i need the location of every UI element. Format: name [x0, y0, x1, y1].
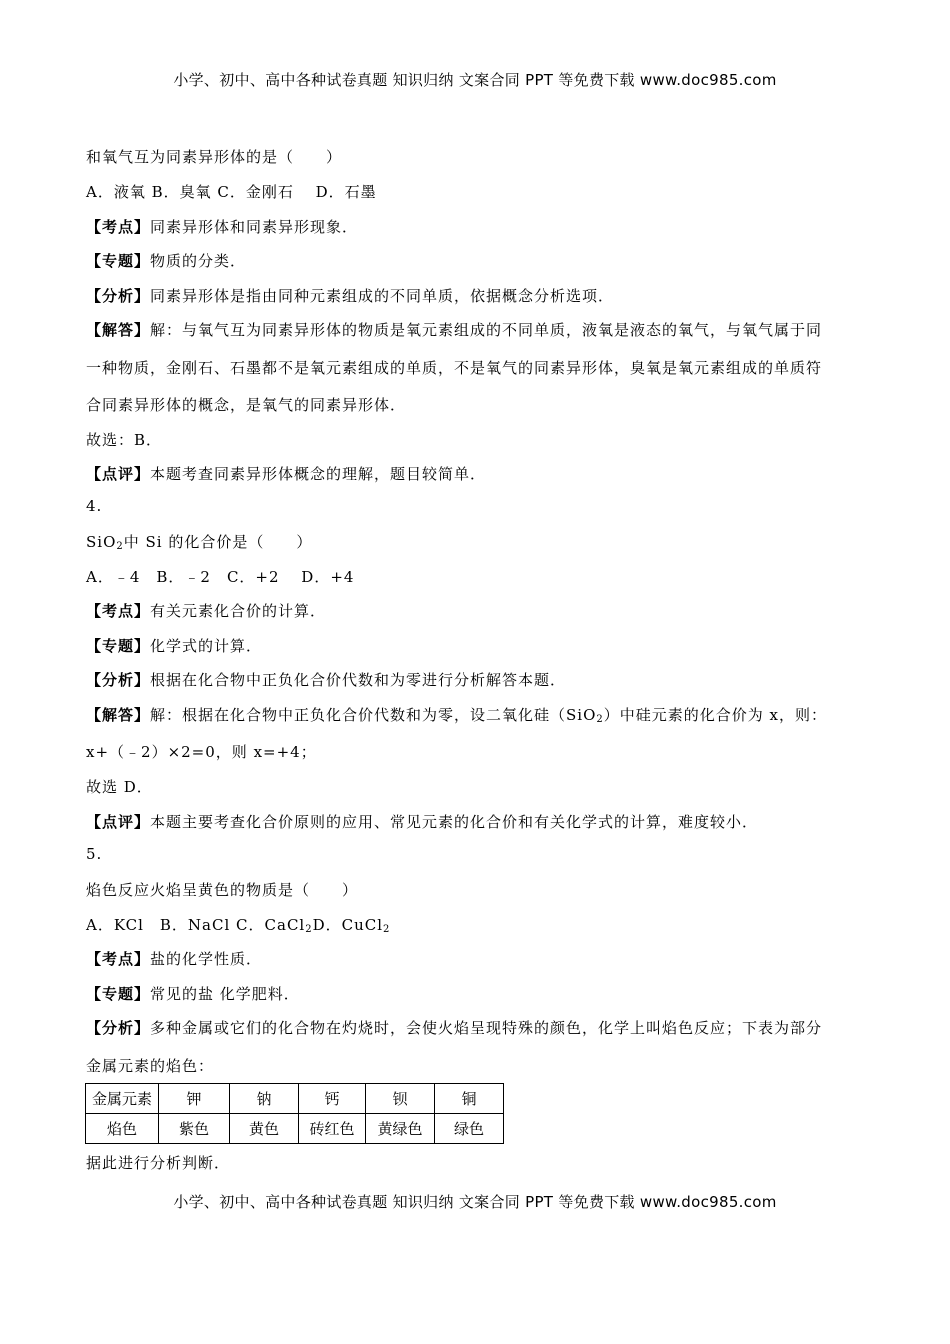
- q4-dianping: [86, 811, 758, 832]
- table-cell: 钠: [230, 1084, 299, 1114]
- fenxi-text: 根据在化合物中正负化合价代数和为零进行分析解答本题．: [150, 671, 567, 689]
- q5-options-sub2: 2: [383, 924, 391, 935]
- q5-number: 5.: [86, 845, 103, 863]
- table-cell: 钙: [299, 1084, 366, 1114]
- zhuanti-text: 物质的分类．: [150, 252, 247, 270]
- q4-fenxi: [86, 669, 566, 690]
- fenxi-text: 多种金属或它们的化合物在灼烧时，会使火焰呈现特殊的颜色，化学上叫焰色反应；下表为部分: [150, 1019, 823, 1037]
- q3-jieda-line2: 一种物质，金刚石、石墨都不是氧元素组成的单质，不是氧气的同素异形体，臭氧是氧元素组成的单质符: [86, 359, 823, 377]
- q4-zhuanti: [86, 635, 262, 656]
- table-row-colors: [86, 1114, 504, 1144]
- zhuanti-tag: 【专题】: [86, 985, 151, 1003]
- q4-number: 4.: [86, 497, 103, 515]
- table-cell: 钾: [159, 1084, 230, 1114]
- jieda-tag: 【解答】: [86, 321, 151, 339]
- q4-stem-formula: SiO: [86, 533, 117, 551]
- q3-dianping: [86, 463, 486, 484]
- page-header: 小学、初中、高中各种试卷真题 知识归纳 文案合同 PPT 等免费下载 www.doc985.com: [173, 71, 777, 89]
- q4-stem: [86, 531, 312, 552]
- q5-stem: 焰色反应火焰呈黄色的物质是（ ）: [86, 881, 359, 899]
- zhuanti-text: 化学式的计算．: [150, 637, 263, 655]
- q3-zhuanti: [86, 250, 246, 271]
- q3-kaodian: [86, 216, 358, 237]
- table-cell: 紫色: [159, 1114, 230, 1144]
- kaodian-text: 有关元素化合价的计算．: [150, 602, 327, 620]
- jieda-text: 解：与氧气互为同素异形体的物质是氧元素组成的不同单质，液氧是液态的氧气，与氧气属于同: [150, 321, 823, 339]
- table-cell: 焰色: [86, 1114, 159, 1144]
- dianping-tag: 【点评】: [86, 813, 151, 831]
- table-cell: 绿色: [435, 1114, 504, 1144]
- fenxi-tag: 【分析】: [86, 287, 151, 305]
- q3-jieda-line3: 合同素异形体的概念，是氧气的同素异形体．: [86, 396, 407, 414]
- jieda-subscript: 2: [596, 714, 604, 725]
- table-cell: 钡: [366, 1084, 435, 1114]
- kaodian-tag: 【考点】: [86, 950, 151, 968]
- fenxi-tag: 【分析】: [86, 671, 151, 689]
- table-row-elements: [86, 1084, 504, 1114]
- q5-kaodian: [86, 948, 262, 969]
- q5-options-sub1: 2: [305, 924, 313, 935]
- fenxi-tag: 【分析】: [86, 1019, 151, 1037]
- kaodian-tag: 【考点】: [86, 602, 151, 620]
- jieda-text-b: ）中硅元素的化合价为 x，则：: [603, 706, 827, 724]
- dianping-text: 本题主要考查化合价原则的应用、常见元素的化合价和有关化学式的计算，难度较小．: [150, 813, 759, 831]
- page-footer: 小学、初中、高中各种试卷真题 知识归纳 文案合同 PPT 等免费下载 www.doc985.com: [173, 1193, 777, 1211]
- q3-fenxi: [86, 285, 614, 306]
- dianping-tag: 【点评】: [86, 465, 151, 483]
- flame-color-table: [85, 1083, 504, 1144]
- table-cell: 黄绿色: [366, 1114, 435, 1144]
- zhuanti-tag: 【专题】: [86, 252, 151, 270]
- q5-fenxi-line1: [86, 1017, 822, 1038]
- q5-after-table: 据此进行分析判断．: [86, 1154, 231, 1172]
- q3-answer: 故选：B．: [86, 431, 163, 449]
- q5-fenxi-line2: 金属元素的焰色：: [86, 1057, 215, 1075]
- q3-jieda-line1: [86, 319, 822, 340]
- q4-jieda-line2: x+（﹣2）×2=0，则 x=+4；: [86, 743, 317, 761]
- q5-options: [86, 914, 390, 935]
- q4-stem-subscript: 2: [116, 541, 124, 552]
- q4-options: A．﹣4 B．﹣2 C．+2 D．+4: [86, 568, 355, 586]
- jieda-tag: 【解答】: [86, 706, 151, 724]
- table-cell: 铜: [435, 1084, 504, 1114]
- q5-options-b: D．CuCl: [312, 916, 384, 934]
- q3-stem: 和氧气互为同素异形体的是（ ）: [86, 148, 343, 166]
- q4-stem-text: 中 Si 的化合价是（ ）: [123, 533, 313, 551]
- q3-options: A．液氧 B．臭氧 C．金刚石 D．石墨: [86, 183, 377, 201]
- table-cell: 黄色: [230, 1114, 299, 1144]
- kaodian-text: 盐的化学性质．: [150, 950, 263, 968]
- kaodian-tag: 【考点】: [86, 218, 151, 236]
- zhuanti-tag: 【专题】: [86, 637, 151, 655]
- dianping-text: 本题考查同素异形体概念的理解，题目较简单．: [150, 465, 487, 483]
- zhuanti-text: 常见的盐 化学肥料．: [150, 985, 300, 1003]
- q5-options-a: A．KCl B．NaCl C．CaCl: [86, 916, 306, 934]
- kaodian-text: 同素异形体和同素异形现象．: [150, 218, 359, 236]
- fenxi-text: 同素异形体是指由同种元素组成的不同单质，依据概念分析选项．: [150, 287, 615, 305]
- table-cell: 砖红色: [299, 1114, 366, 1144]
- q4-kaodian: [86, 600, 326, 621]
- jieda-text-a: 解：根据在化合物中正负化合价代数和为零，设二氧化硅（SiO: [150, 706, 597, 724]
- table-cell: 金属元素: [86, 1084, 159, 1114]
- q4-jieda-line1: [86, 704, 827, 725]
- q5-zhuanti: [86, 983, 300, 1004]
- q4-answer: 故选 D．: [86, 778, 153, 796]
